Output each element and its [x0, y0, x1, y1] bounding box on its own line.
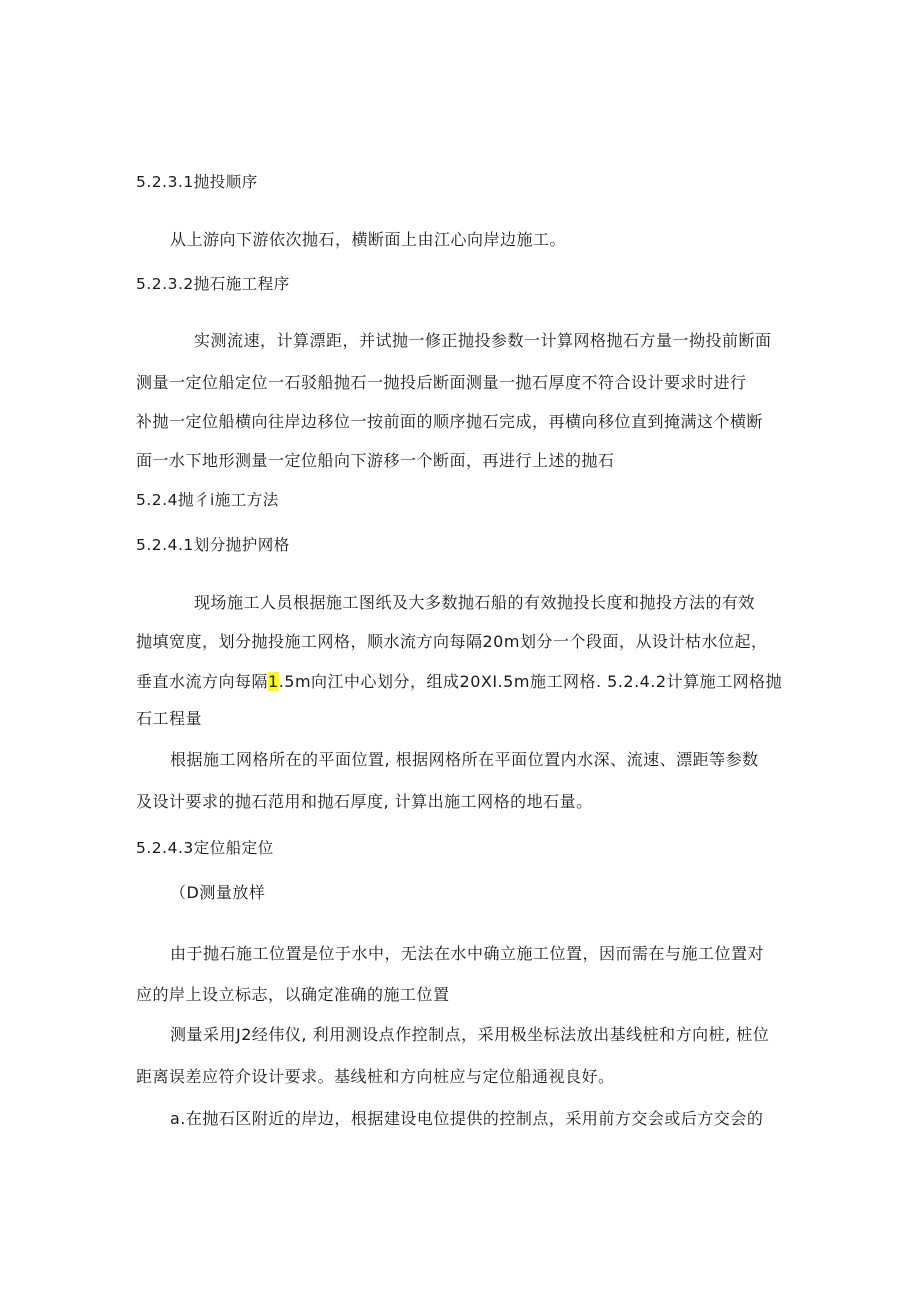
paragraph-line: 从上游向下游依次抛石，横断面上由江心向岸边施工。	[170, 230, 567, 249]
paragraph-line: 测量采用J2经伟仪, 利用测设点作控制点，采用极坐标法放出基线桩和方向桩, 桩位	[170, 1025, 770, 1044]
paragraph-line: 抛填宽度，划分抛投施工网格，顺水流方向每隔20m划分一个段面，从设计枯水位起，	[136, 632, 768, 651]
paragraph-line: 面一水下地形测量一定位船向下游移一个断面，再进行上述的抛石	[136, 451, 615, 470]
paragraph-line: 实测流速，计算漂距，并试抛一修正抛投参数一计算网格抛石方量一拗投前断面	[194, 331, 772, 350]
paragraph-line: 现场施工人员根据施工图纸及大多数抛石船的有效抛投长度和抛投方法的有效	[194, 593, 756, 612]
paragraph-line: a.在抛石区附近的岸边，根据建设电位提供的控制点，采用前方交会或后方交会的	[170, 1109, 764, 1128]
paragraph-line: 由于抛石施工位置是位于水中，无法在水中确立施工位置，因而需在与施工位置对	[170, 944, 765, 963]
paragraph-line: 根据施工网格所在的平面位置, 根据网格所在平面位置内水深、流速、漂距等参数	[170, 750, 759, 769]
paragraph-line: 距离误差应符介设计要求。基线桩和方向桩应与定位船通视良好。	[136, 1067, 615, 1086]
highlighted-text: 1	[268, 672, 279, 691]
heading-survey: （D测量放样	[170, 883, 266, 902]
paragraph-line: 补抛一定位船横向往岸边移位一按前面的顺序抛石完成，再横向移位直到掩满这个横断	[136, 412, 764, 431]
paragraph-line: 及设计要求的抛石范用和抛石厚度, 计算出施工网格的地石量。	[136, 792, 593, 811]
heading-524: 5.2.4抛彳i施工方法	[136, 491, 279, 509]
heading-5243: 5.2.4.3定位船定位	[136, 839, 274, 857]
heading-5241: 5.2.4.1划分抛护网格	[136, 536, 290, 554]
paragraph-line	[136, 672, 782, 692]
paragraph-text: .5m向江中心划分，组成20XI.5m施工网格. 5.2.4.2计算施工网格抛	[278, 672, 783, 691]
paragraph-text: 垂直水流方向每隔	[136, 672, 269, 691]
paragraph-line: 石工程量	[136, 709, 203, 728]
heading-5232: 5.2.3.2抛石施工程序	[136, 275, 290, 293]
paragraph-line: 测量一定位船定位一石驳船抛石一抛投后断面测量一抛石厚度不符合设计要求时进行	[136, 373, 747, 392]
heading-5231: 5.2.3.1抛投顺序	[136, 173, 258, 191]
paragraph-line: 应的岸上设立标志，以确定准确的施工位置	[136, 985, 450, 1004]
